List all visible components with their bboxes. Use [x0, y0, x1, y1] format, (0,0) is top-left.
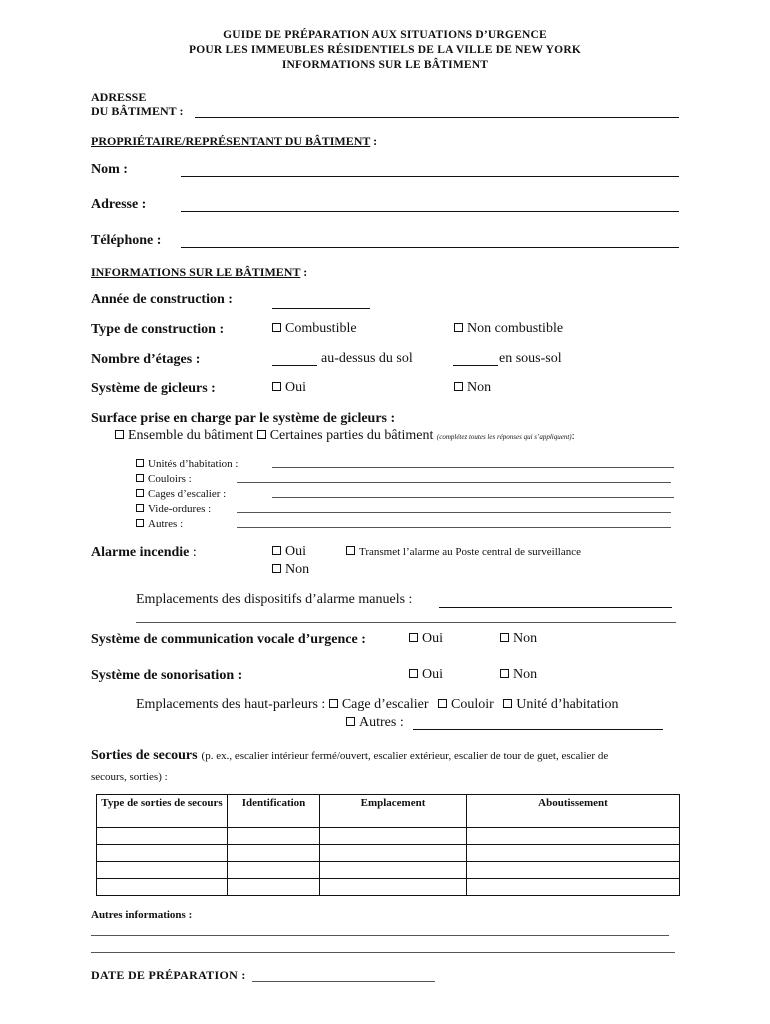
exits-table [96, 794, 680, 896]
table-cell[interactable] [467, 879, 680, 896]
speaker-locations-label: Emplacements des haut-parleurs : [136, 697, 326, 712]
coverage-item-stairs[interactable]: Cages d’escalier : [136, 488, 226, 500]
sprinkler-no-option[interactable]: Non [454, 380, 491, 396]
type-noncombustible-option[interactable]: Non combustible [454, 321, 563, 337]
column-header: Identification [228, 795, 320, 828]
coverage-stairs-field[interactable] [272, 497, 674, 498]
table-cell[interactable] [228, 879, 320, 896]
table-cell[interactable] [320, 828, 467, 845]
coverage-chutes-field[interactable] [237, 512, 671, 513]
date-label: DATE DE PRÉPARATION : [91, 968, 246, 982]
owner-name-field[interactable] [181, 160, 679, 177]
checkbox-icon[interactable] [272, 546, 281, 555]
checkbox-icon[interactable] [454, 382, 463, 391]
checkbox-icon[interactable] [438, 699, 447, 708]
coverage-some-option[interactable]: Certaines parties du bâtiment [257, 428, 434, 443]
manual-alarm-label: Emplacements des dispositifs d’alarme manuels : [136, 592, 413, 607]
coverage-item-others[interactable]: Autres : [136, 518, 183, 530]
checkbox-icon[interactable] [346, 717, 355, 726]
table-cell[interactable] [228, 862, 320, 879]
checkbox-icon[interactable] [454, 323, 463, 332]
year-field[interactable] [272, 295, 370, 309]
owner-name-label: Nom : [91, 162, 128, 177]
speaker-other-field[interactable] [413, 716, 663, 730]
floors-below-label: en sous-sol [499, 351, 562, 366]
checkbox-icon[interactable] [136, 504, 144, 512]
header-line-2: POUR LES IMMEUBLES RÉSIDENTIELS DE LA VILLE DE NEW YORK [189, 44, 581, 56]
checkbox-icon[interactable] [257, 430, 266, 439]
checkbox-icon[interactable] [136, 474, 144, 482]
coverage-all-option[interactable]: Ensemble du bâtiment [115, 428, 253, 443]
other-info-label: Autres informations : [91, 909, 193, 921]
owner-address-label: Adresse : [91, 197, 147, 212]
voice-yes-option[interactable]: Oui [409, 631, 443, 647]
table-cell[interactable] [320, 862, 467, 879]
column-header: Aboutissement [467, 795, 680, 828]
owner-address-field[interactable] [181, 196, 679, 212]
table-cell[interactable] [97, 828, 228, 845]
pa-no-option[interactable]: Non [500, 667, 537, 683]
table-cell[interactable] [97, 862, 228, 879]
exits-label: Sorties de secours (p. ex., escalier intérieur fermé/ouvert, escalier extérieur, escalier de tour de guet, escalier de secours, sorties) : [91, 748, 609, 783]
table-cell[interactable] [228, 845, 320, 862]
building-heading: INFORMATIONS SUR LE BÂTIMENT : [91, 265, 308, 279]
checkbox-icon[interactable] [346, 546, 355, 555]
header-line-3: INFORMATIONS SUR LE BÂTIMENT [281, 59, 489, 71]
coverage-units-field[interactable] [272, 467, 674, 468]
checkbox-icon[interactable] [136, 489, 144, 497]
address-label-1: ADRESSE [91, 90, 147, 104]
column-header: Emplacement [320, 795, 467, 828]
checkbox-icon[interactable] [272, 564, 281, 573]
table-row [97, 862, 680, 879]
sprinkler-label: Système de gicleurs : [91, 381, 216, 396]
fire-alarm-label: Alarme incendie : [91, 545, 197, 560]
coverage-item-corridors[interactable]: Couloirs : [136, 473, 192, 485]
type-combustible-option[interactable]: Combustible [272, 321, 357, 337]
voice-system-label: Système de communication vocale d’urgence : [91, 632, 366, 647]
address-label-2: DU BÂTIMENT : [91, 104, 184, 118]
checkbox-icon[interactable] [272, 382, 281, 391]
coverage-note: (complétez toutes les réponses qui s’appliquent) [436, 433, 572, 441]
address-field[interactable] [195, 104, 679, 118]
coverage-item-chutes[interactable]: Vide-ordures : [136, 503, 211, 515]
checkbox-icon[interactable] [136, 459, 144, 467]
sprinkler-yes-option[interactable]: Oui [272, 380, 306, 396]
checkbox-icon[interactable] [409, 669, 418, 678]
owner-heading: PROPRIÉTAIRE/REPRÉSENTANT DU BÂTIMENT : [91, 134, 378, 148]
date-field[interactable] [252, 981, 435, 982]
column-header: Type de sorties de secours [97, 795, 228, 828]
table-cell[interactable] [320, 845, 467, 862]
checkbox-icon[interactable] [115, 430, 124, 439]
floors-below-field[interactable] [453, 353, 498, 366]
other-info-field-2[interactable] [91, 952, 675, 953]
owner-phone-field[interactable] [181, 231, 679, 248]
owner-phone-label: Téléphone : [91, 233, 162, 248]
table-cell[interactable] [467, 845, 680, 862]
other-info-field-1[interactable] [91, 935, 669, 936]
checkbox-icon[interactable] [409, 633, 418, 642]
table-cell[interactable] [97, 845, 228, 862]
table-cell[interactable] [467, 862, 680, 879]
checkbox-icon[interactable] [500, 633, 509, 642]
table-row [97, 845, 680, 862]
speaker-corridor-option[interactable]: Couloir [438, 697, 494, 712]
fire-alarm-no-option[interactable]: Non [272, 562, 309, 578]
coverage-label: Surface prise en charge par le système de gicleurs : [91, 411, 396, 426]
fire-alarm-transmit-option[interactable]: Transmet l’alarme au Poste central de surveillance [346, 546, 581, 558]
coverage-item-units[interactable]: Unités d’habitation : [136, 458, 238, 470]
voice-no-option[interactable]: Non [500, 631, 537, 647]
header-line-1: GUIDE DE PRÉPARATION AUX SITUATIONS D’URGENCE [223, 29, 547, 41]
table-cell[interactable] [320, 879, 467, 896]
coverage-others-field[interactable] [237, 527, 671, 528]
floors-above-field[interactable] [272, 353, 317, 366]
table-cell[interactable] [467, 828, 680, 845]
speaker-other-option[interactable]: Autres : [346, 715, 404, 731]
year-label: Année de construction : [91, 292, 233, 307]
table-cell[interactable] [97, 879, 228, 896]
construction-type-label: Type de construction : [91, 322, 225, 337]
table-cell[interactable] [228, 828, 320, 845]
checkbox-icon[interactable] [503, 699, 512, 708]
checkbox-icon[interactable] [500, 669, 509, 678]
speaker-stair-option[interactable]: Cage d’escalier [329, 697, 429, 712]
checkbox-icon[interactable] [136, 519, 144, 527]
speaker-locations [136, 697, 619, 713]
speaker-unit-option[interactable]: Unité d’habitation [503, 697, 618, 712]
coverage-corridors-field[interactable] [237, 482, 671, 483]
coverage-options: Ensemble du bâtiment Certaines parties du bâtiment (complétez toutes les réponses qui s’appliquent): [115, 428, 575, 444]
floors-above-label: au-dessus du sol [321, 351, 413, 366]
manual-alarm-field[interactable] [439, 594, 672, 608]
floors-label: Nombre d’étages : [91, 352, 201, 367]
checkbox-icon[interactable] [329, 699, 338, 708]
pa-system-label: Système de sonorisation : [91, 668, 243, 683]
table-row [97, 879, 680, 896]
checkbox-icon[interactable] [272, 323, 281, 332]
manual-alarm-field-2[interactable] [136, 622, 676, 623]
table-row [97, 828, 680, 845]
fire-alarm-yes-option[interactable]: Oui [272, 544, 306, 560]
pa-yes-option[interactable]: Oui [409, 667, 443, 683]
